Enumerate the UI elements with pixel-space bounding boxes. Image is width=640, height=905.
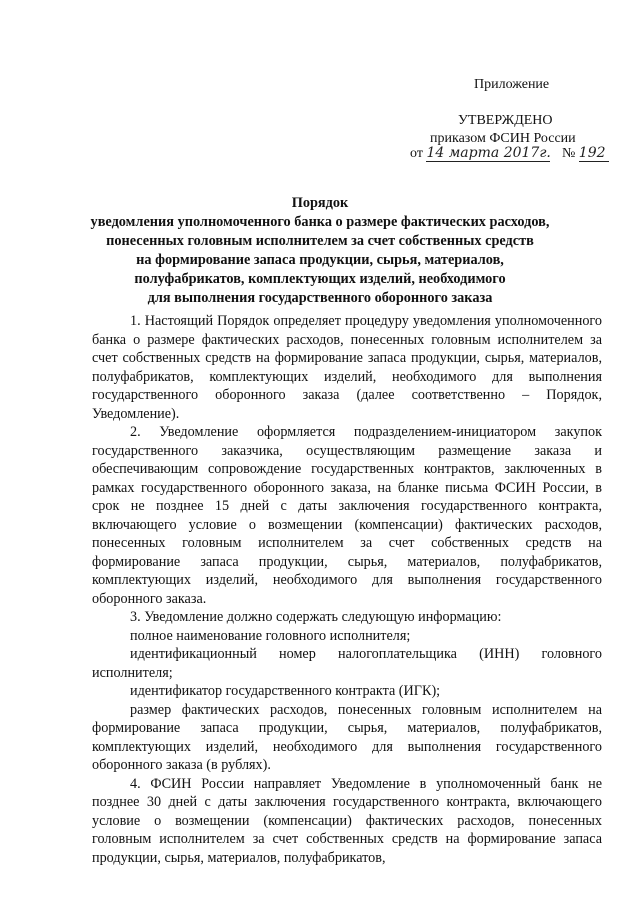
approval-block bbox=[0, 0, 640, 170]
list-item-inn: идентификационный номер налогоплательщика (ИНН) головного исполнителя; bbox=[92, 646, 602, 681]
title-line: для выполнения государственного оборонного заказа bbox=[147, 290, 493, 306]
document-title bbox=[60, 194, 580, 308]
date-number-line bbox=[410, 145, 609, 162]
list-item-igk: идентификатор государственного контракта (ИГК); bbox=[130, 683, 441, 699]
approved-label: УТВЕРЖДЕНО bbox=[458, 113, 553, 128]
title-line: уведомления уполномоченного банка о размере фактических расходов, bbox=[90, 214, 550, 230]
number-prefix: № bbox=[561, 146, 576, 161]
list-item-name: полное наименование головного исполнителя; bbox=[130, 627, 411, 644]
handwritten-number: 192 bbox=[579, 145, 609, 162]
paragraph-3: 3. Уведомление должно содержать следующую информацию: bbox=[130, 609, 502, 625]
paragraph-1: 1. Настоящий Порядок определяет процедуру уведомления уполномоченного банка о размере фактических расходов, понесенных головным исполнителем за счет собственных средств на формирование запаса продукции, сырья, материалов, полуфабрикатов, комплектующих изделий, необходимого для выполнения государственного оборонного заказа (далее соответственно – Порядок, Уведомление). bbox=[92, 313, 602, 422]
paragraph-2: 2. Уведомление оформляется подразделением-инициатором закупок государственного заказчика, осуществляющим размещение заказа и обеспечивающим сопровождение государственных контрактов, заключенных в рамках государственного оборонного заказа, на бланке письма ФСИН России, в срок не позднее 15 дней с даты заключения государственного контракта, включающего условие о возмещении (компенсации) фактических расходов, понесенных головным исполнителем за счет собственных средств на формирование запаса продукции, сырья, материалов, полуфабрикатов, комплектующих изделий, необходимого для выполнения государственного оборонного заказа. bbox=[92, 424, 602, 607]
title-line: полуфабрикатов, комплектующих изделий, необходимого bbox=[134, 271, 506, 287]
title-line: понесенных головным исполнителем за счет собственных средств bbox=[106, 233, 534, 249]
list-item-amount: размер фактических расходов, понесенных головным исполнителем на формирование запаса продукции, сырья, материалов, полуфабрикатов, комплектующих изделий, необходимого для выполнения государственного оборонного заказа (в рублях). bbox=[92, 701, 602, 773]
handwritten-date: 14 марта 2017г. bbox=[426, 145, 551, 161]
document-body bbox=[92, 312, 602, 867]
appendix-label: Приложение bbox=[474, 77, 550, 92]
paragraph-4: 4. ФСИН России направляет Уведомление в уполномоченный банк не позднее 30 дней с даты заключения государственного контракта, включающего условие о возмещении (компенсации) фактических расходов, понесенных головным исполнителем за счет собственных средств на формирование запаса продукции, сырья, материалов, полуфабрикатов, bbox=[92, 775, 602, 866]
date-prefix: от bbox=[410, 146, 423, 161]
title-line: на формирование запаса продукции, сырья, материалов, bbox=[136, 252, 504, 268]
order-label: приказом ФСИН России bbox=[430, 131, 576, 146]
title-line: Порядок bbox=[291, 195, 349, 211]
